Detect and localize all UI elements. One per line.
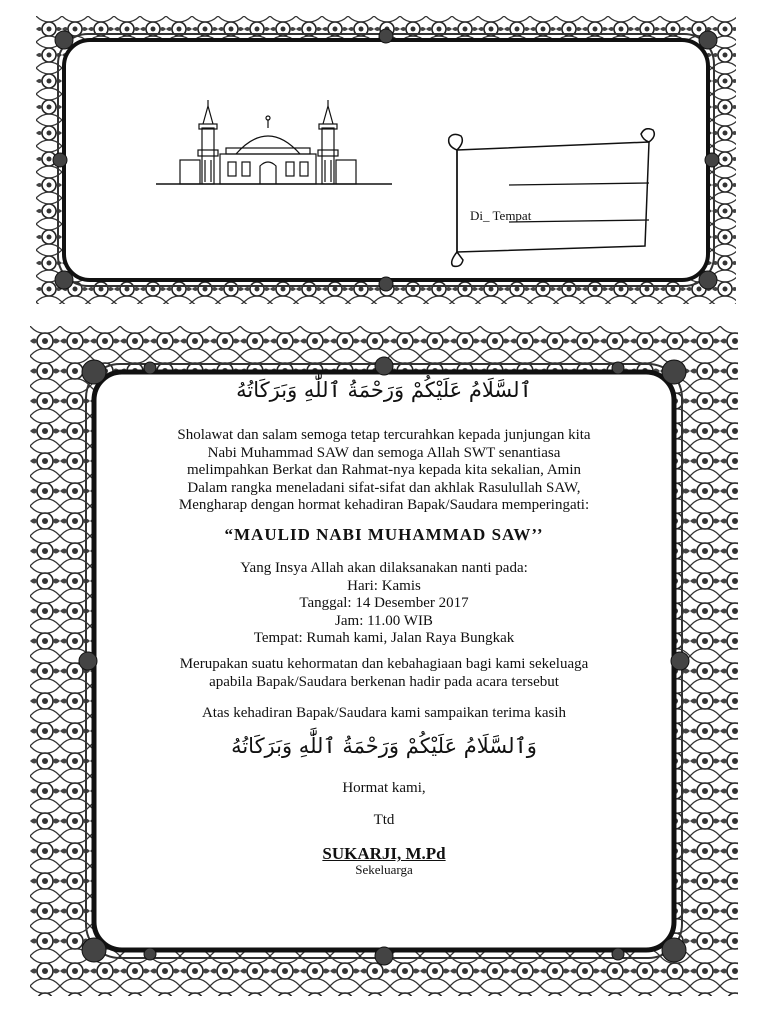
envelope-card (36, 16, 736, 304)
event-date: Tanggal: 14 Desember 2017 (299, 595, 469, 611)
event-day: Hari: Kamis (347, 577, 421, 594)
opening-line: Mengharap dengan hormat kehadiran Bapak/Saudara memperingati: (178, 497, 590, 513)
opening-line: melimpahkan Berkat dan Rahmat-nya kepada kita sekalian, Amin (186, 462, 582, 478)
event-place: Tempat: Rumah kami, Jalan Raya Bungkak (253, 630, 515, 646)
event-details (30, 560, 738, 648)
details-intro: Yang Insya Allah akan dilaksanakan nanti pada: (240, 560, 528, 576)
scroll-icon (439, 128, 661, 268)
honor-line: apabila Bapak/Saudara berkenan hadir pada acara tersebut (209, 673, 559, 690)
mosque-icon (156, 98, 396, 198)
salam-opening: ٱلسَّلَامُ عَلَيْكُمْ وَرَحْمَةُ ٱللَّٰهِ وَبَرَكَاتُهُ (236, 378, 532, 402)
honor-line: Merupakan suatu kehormatan dan kebahagiaan bagi kami sekeluaga (179, 656, 589, 672)
signature-label: Ttd (373, 812, 395, 828)
invitation-card (30, 326, 738, 996)
address-label: Di_ Tempat (470, 208, 532, 223)
salam-closing: وَٱلسَّلَامُ عَلَيْكُمْ وَرَحْمَةُ ٱللَّٰهِ وَبَرَكَاتُهُ (231, 734, 537, 758)
opening-line: Nabi Muhammad SAW dan semoga Allah SWT senantiasa (207, 444, 561, 461)
event-title: “MAULID NABI MUHAMMAD SAW’’ (224, 525, 544, 544)
honor-paragraph (30, 656, 738, 691)
thanks-text: Atas kehadiran Bapak/Saudara kami sampaikan terima kasih (201, 705, 567, 721)
closing-greeting: Hormat kami, (342, 780, 426, 796)
signer-role: Sekeluarga (355, 862, 413, 877)
event-time: Jam: 11.00 WIB (335, 612, 433, 629)
signer-name: SUKARJI, M.Pd (322, 844, 446, 863)
opening-paragraph (30, 427, 738, 515)
opening-line: Dalam rangka meneladani sifat-sifat dan akhlak Rasulullah SAW, (187, 479, 581, 496)
opening-line: Sholawat dan salam semoga tetap tercurahkan kepada junjungan kita (177, 427, 591, 443)
